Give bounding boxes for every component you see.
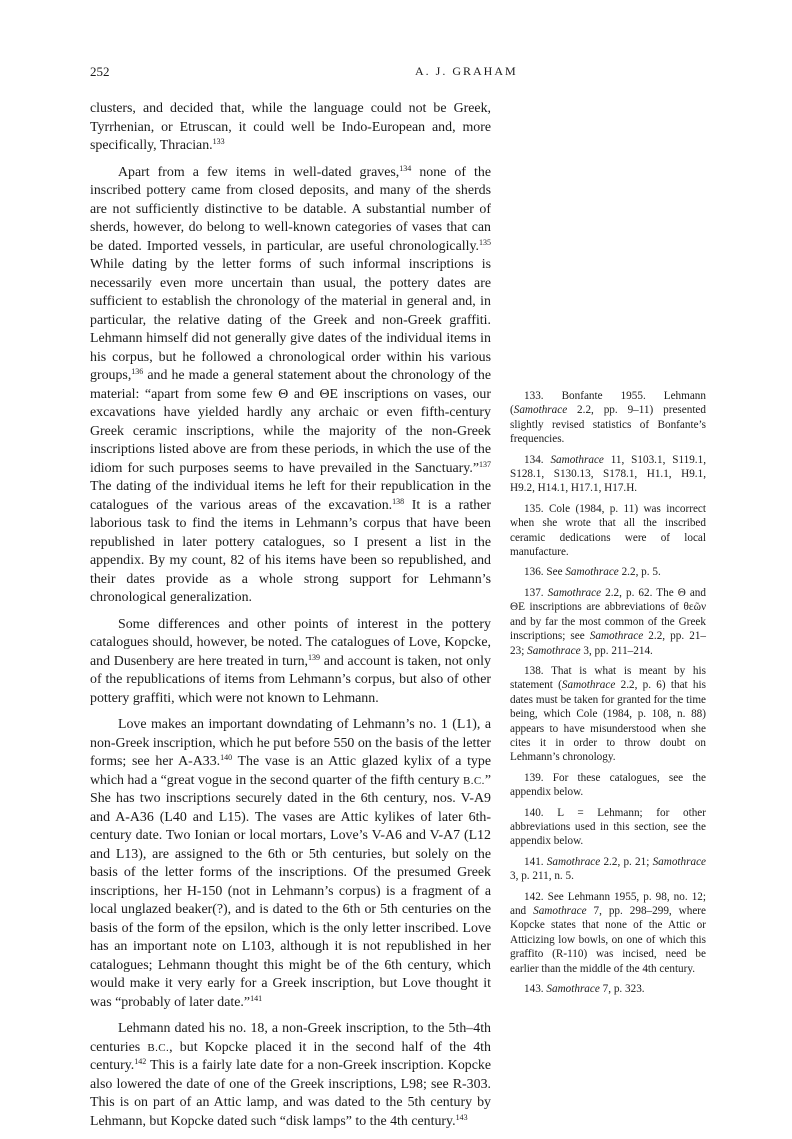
footnote-134: 134. Samothrace 11, S103.1, S119.1, S128.1, S130.13, S178.1, H1.1, H9.1, H9.2, H14.1, H17.1, H17.H. [510,453,706,495]
footnote-ref-136[interactable]: 136 [131,367,144,376]
footnote-ref-143[interactable]: 143 [455,1112,468,1122]
footnote-133: 133. Bonfante 1955. Lehmann (Samothrace 2.2, pp. 9–11) presented slightly revised statistics of Bonfante’s frequencies. [510,390,706,446]
footnote-ref-142[interactable]: 142 [134,1057,147,1066]
footnote-140: 140. L = Lehmann; for other abbreviations used in this section, see the appendix below. [510,806,706,848]
paragraph-1: clusters, and decided that, while the language could not be Greek, Tyrrhenian, or Etruscan, it could well be Indo-European and, more specifically, Thracian.$^{133}$ [90,101,491,153]
page-number: 252 [90,64,110,79]
footnote-138: 138. That is what is meant by his statement (Samothrace 2.2, p. 6) that his dates must be taken for granted for the time being, which Cole (1984, p. 108, n. 88) appears to have misunderstood when she cites it in order to throw doubt on Lehmann’s chronology. [510,664,706,764]
main-text-column [90,100,491,1139]
footnote-ref-138[interactable]: 138 [392,496,405,506]
footnote-135: 135. Cole (1984, p. 11) was incorrect when she wrote that all the inscribed ceramic dedications were of local manufacture. [510,502,706,559]
running-head-author: A. J. GRAHAM [415,64,518,78]
paragraph-5: Lehmann dated his no. 18, a non-Greek inscription, to the 5th–4th centuries B.C., but Kopcke placed it in the second half of the 4th century.$^{142}$ This is a fairly late date for a non-Greek inscription. Kopcke also lowered the date of one of the Greek inscriptions, L98; see R-303. This is on part of an Attic lamp, and was dated to the 5th century by Lehmann, but Kopcke dated such “disk lamps” to the 4th century.$^{143}$ [90,1021,491,1129]
footnote-136: 136. See Samothrace 2.2, p. 5. [524,566,661,579]
footnotes-column [510,389,706,1002]
footnote-ref-134[interactable]: 134 [399,163,412,173]
footnote-ref-137[interactable]: 137 [479,459,491,469]
footnote-141: 141. Samothrace 2.2, p. 21; Samothrace 3, p. 211, n. 5. [510,855,707,883]
footnote-ref-135[interactable]: 135 [479,237,491,247]
footnote-142: 142. See Lehmann 1955, p. 98, no. 12; and Samothrace 7, pp. 298–299, where Kopcke states that none of the Attic or Atticizing low bowls, on one of which this graffito (R-110) was incised, need be earlier than the middle of the 4th century. [510,890,706,975]
footnote-ref-141[interactable]: 141 [250,993,263,1003]
paragraph-3: Some differences and other points of interest in the pottery catalogues should, however, be noted. The catalogues of Love, Kopcke, and Dusenbery are here treated in turn,$^{139}$ and account is taken, not only of the republications of items from Lehmann’s corpus, but also of other pottery graffiti, which were not known to Lehmann. [90,616,491,706]
footnote-143: 143. Samothrace 7, p. 323. [524,983,645,996]
footnote-ref-139[interactable]: 139 [308,652,320,662]
footnote-139: 139. For these catalogues, see the appendix below. [510,771,706,799]
footnote-ref-140[interactable]: 140 [220,753,233,762]
paragraph-4: Love makes an important downdating of Lehmann’s no. 1 (L1), a non-Greek inscription, which he put before 550 on the basis of the letter forms; see her A-A33.$^{140}$ The vase is an Attic glazed kylix of a type which had a “great vogue in the second quarter of the fifth century B.C.” She has two inscriptions securely dated in the 6th century, nos. V-A9 and A-A36 (L40 and L15). The vases are Attic kylikes of later 6th-century date. Two Ionian or local mortars, Love’s V-A6 and V-A7 (L12 and L13), are assigned to the 6th or 5th centuries, but solely on the basis of the letter forms of the inscriptions. Of the presumed Greek inscriptions, her H-150 (not in Lehmann’s corpus) is a fragment of a local unglazed beaker(?), and is dated to the 6th or 5th centuries on the basis of the form of the epsilon, which is the only letter inscribed. Love has an important note on L103, although it is not republished in her catalogues; Lehmann thought this might be of the 6th century, which would make it very early for a Greek inscription, but Love thought it was “probably of later date.”$^{141}$ [90,717,491,1010]
paragraph-2: Apart from a few items in well-dated graves,$^{134}$ none of the inscribed pottery came from closed deposits, and many of the sherds are not sufficiently distinctive to be datable. A substantial number of sherds, however, do belong to well-known categories of vases that can be dated. Imported vessels, in particular, are useful chronologically.$^{135}$ While dating by the letter forms of such informal inscriptions is necessarily even more uncertain than usual, the pottery dates are sufficient to establish the chronology of the material in general and, in particular, the relative dating of the Greek and non-Greek graffiti. Lehmann himself did not generally give dates of the individual items in his corpus, but he followed a chronological order within his various groups,$^{136}$ and he made a general statement about the chronology of the material: “apart from some few Θ and ΘΕ inscriptions on vases, our excavations have yielded hardly any archaic or even fifth-century Greek ceramic inscriptions, while the majority of the non-Greek inscriptions listed above are from these periods, in which the use of the idiom for such purposes seems to have prevailed in the Sanctuary.”$^{137}$ The dating of the individual items he left for their republication in the catalogues of the various areas of the excavation.$^{138}$ It is a rather laborious task to find the items in Lehmann’s corpus that have been republished in later pottery catalogues, so I present a list in the appendix. By my count, 82 of his items have been so republished, and their dates provide as a whole strong support for Lehmann’s chronological generalization. [90,163,491,605]
footnote-137: 137. Samothrace 2.2, p. 62. The Θ and ΘΕ inscriptions are abbreviations of θεῶν and by far the most common of the Greek inscriptions; see Samothrace 2.2, pp. 21–23; Samothrace 3, pp. 211–214. [510,586,706,657]
footnote-ref-133[interactable]: 133 [212,137,225,146]
